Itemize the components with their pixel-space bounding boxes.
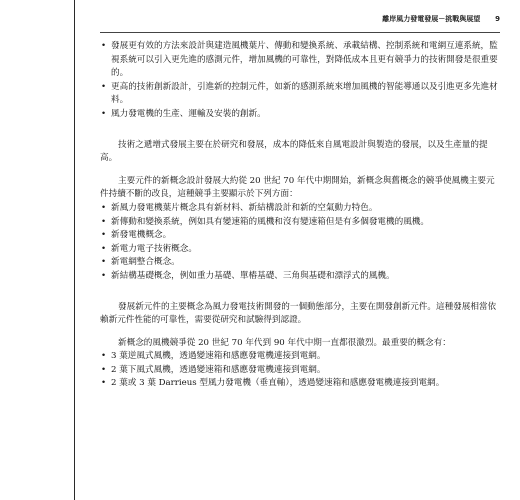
list-item: • 2 葉或 3 葉 Darrieus 型風力發電機（垂直軸），透過變速箱和感應發電機連接到電網。 — [100, 377, 502, 391]
paragraph: 發展新元件的主要概念為風力發電技術開發的一個動態部分，主要在開發創新元件。這種發展相當依賴新元件性能的可靠性，需要從研究和試驗得到認證。 — [100, 301, 497, 326]
bullet-icon: • — [101, 378, 107, 389]
page-number: 9 — [495, 15, 500, 23]
paragraph: 技術之遞增式發展主要在於研究和發展，成本的降低來自風電設計與製造的發展，以及生產量的提高。 — [100, 139, 488, 164]
bullet-icon: • — [101, 243, 107, 254]
paragraph: 新概念的風機競爭從 20 世紀 70 年代到 90 年代中期一直都很激烈。最重要的概念有： — [118, 337, 451, 348]
list-item: • 新結構基礎概念，例如重力基礎、單樁基礎、三角與基礎和漂浮式的風機。 — [100, 270, 502, 284]
book-spine-line — [74, 0, 75, 500]
bullet-icon: • — [101, 257, 107, 268]
running-header — [300, 14, 500, 24]
list-item: • 發展更有效的方法來設計與建造風機葉片、傳動和變換系統、承載結構、控制系統和電網互連系統，監視系統可以引入更先進的感測元件，增加風機的可靠性，對降低成本且更有競爭力的技術開發是很重要的。 — [101, 41, 498, 79]
header-title: 離岸風力發電發展－挑戰與展望 — [382, 15, 481, 23]
bullet-icon: • — [101, 351, 107, 362]
bullet-icon: • — [101, 216, 107, 227]
bullet-icon: • — [101, 230, 107, 241]
list-item: • 2 葉下風式風機，透過變速箱和感應發電機連接到電網。 — [100, 364, 502, 378]
bullet-icon: • — [101, 270, 107, 281]
list-item: • 新傳動和變換系統，例如具有變速箱的風機和沒有變速箱但是有多個發電機的風機。 — [100, 216, 502, 230]
bullet-icon: • — [101, 41, 107, 51]
list-item: • 新風力發電機葉片概念具有新材料、新結構設計和新的空氣動力特色。 — [100, 202, 502, 216]
list-item: • 風力發電機的生產、運輸及安裝的創新。 — [100, 108, 502, 122]
header-rule — [100, 32, 500, 33]
bullet-icon: • — [101, 364, 107, 375]
list-item: • 更高的技術創新設計，引進新的控制元件，如新的感測系統來增加風機的智能導通以及引進更多先進材料。 — [101, 81, 498, 106]
list-item: • 新電力電子技術概念。 — [100, 243, 502, 257]
paragraph: 主要元件的新概念設計發展大約從 20 世紀 70 年代中期開始，新概念與舊概念的競爭使風機主要元件持續不斷的改良，這種競爭主要顯示於下列方面： — [100, 175, 495, 200]
list-item: • 新電網整合概念。 — [100, 256, 502, 270]
bullet-icon: • — [101, 108, 107, 119]
list-item: • 新發電機概念。 — [100, 229, 502, 243]
page-body — [100, 40, 502, 391]
list-item: • 3 葉逆風式風機，透過變速箱和感應發電機連接到電網。 — [100, 350, 502, 364]
bullet-icon: • — [101, 81, 107, 92]
bullet-icon: • — [101, 202, 107, 213]
